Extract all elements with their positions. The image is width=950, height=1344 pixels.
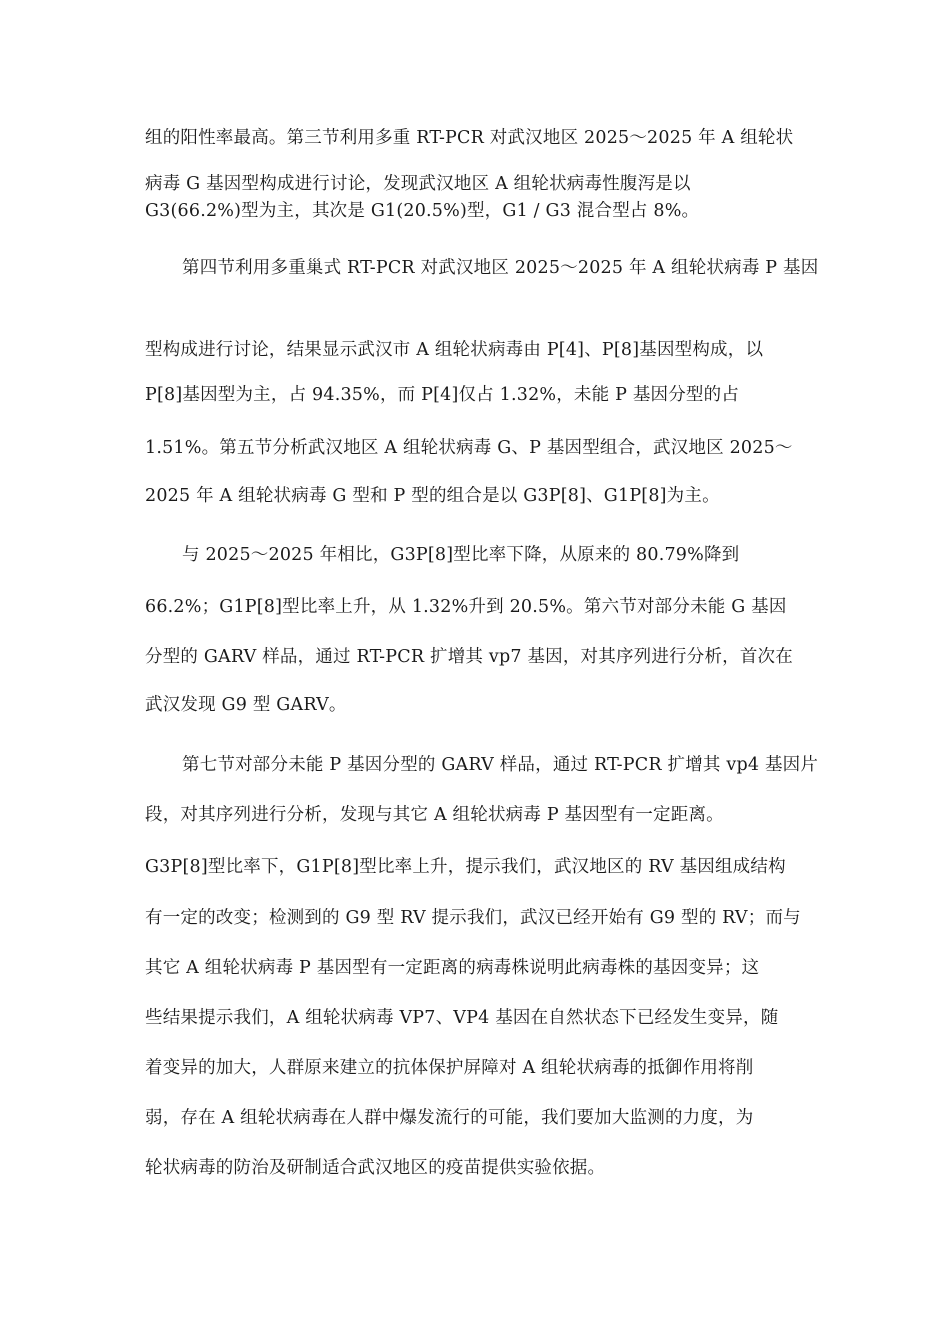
text-line: 轮状病毒的防治及研制适合武汉地区的疫苗提供实验依据。 — [145, 1158, 606, 1178]
text-line: 病毒 G 基因型构成进行讨论，发现武汉地区 A 组轮状病毒性腹泻是以 — [145, 174, 691, 194]
text-line: P[8]基因型为主，占 94.35%，而 P[4]仅占 1.32%，未能 P 基因分型的占 — [145, 385, 740, 405]
text-line: 有一定的改变；检测到的 G9 型 RV 提示我们，武汉已经开始有 G9 型的 RV；而与 — [145, 908, 801, 928]
paragraph-first-line: 第四节利用多重巢式 RT-PCR 对武汉地区 2025～2025 年 A 组轮状病毒 P 基因 — [182, 258, 819, 278]
text-line: 分型的 GARV 样品，通过 RT-PCR 扩增其 vp7 基因，对其序列进行分析，首次在 — [145, 647, 793, 667]
text-line: 组的阳性率最高。第三节利用多重 RT-PCR 对武汉地区 2025～2025 年 A 组轮状 — [145, 128, 794, 148]
text-line: 段，对其序列进行分析，发现与其它 A 组轮状病毒 P 基因型有一定距离。 — [145, 805, 724, 825]
paragraph-first-line: 第七节对部分未能 P 基因分型的 GARV 样品，通过 RT-PCR 扩增其 vp4 基因片 — [182, 755, 819, 775]
text-line: 2025 年 A 组轮状病毒 G 型和 P 型的组合是以 G3P[8]、G1P[8]为主。 — [145, 486, 720, 506]
text-line: 弱，存在 A 组轮状病毒在人群中爆发流行的可能，我们要加大监测的力度，为 — [145, 1108, 754, 1128]
text-line: 些结果提示我们，A 组轮状病毒 VP7、VP4 基因在自然状态下已经发生变异，随 — [145, 1008, 779, 1028]
text-line: G3(66.2%)型为主，其次是 G1(20.5%)型，G1 / G3 混合型占 8%。 — [145, 201, 700, 221]
text-line: 武汉发现 G9 型 GARV。 — [145, 695, 347, 715]
text-line: G3P[8]型比率下，G1P[8]型比率上升，提示我们，武汉地区的 RV 基因组成结构 — [145, 857, 786, 877]
text-line: 66.2%；G1P[8]型比率上升，从 1.32%升到 20.5%。第六节对部分未能 G 基因 — [145, 597, 787, 617]
text-line: 着变异的加大，人群原来建立的抗体保护屏障对 A 组轮状病毒的抵御作用将削 — [145, 1058, 754, 1078]
paragraph-first-line: 与 2025～2025 年相比，G3P[8]型比率下降，从原来的 80.79%降到 — [182, 545, 740, 565]
text-line: 1.51%。第五节分析武汉地区 A 组轮状病毒 G、P 基因型组合，武汉地区 2025～ — [145, 438, 793, 458]
text-line: 型构成进行讨论，结果显示武汉市 A 组轮状病毒由 P[4]、P[8]基因型构成，以 — [145, 340, 764, 360]
text-line: 其它 A 组轮状病毒 P 基因型有一定距离的病毒株说明此病毒株的基因变异；这 — [145, 958, 760, 978]
